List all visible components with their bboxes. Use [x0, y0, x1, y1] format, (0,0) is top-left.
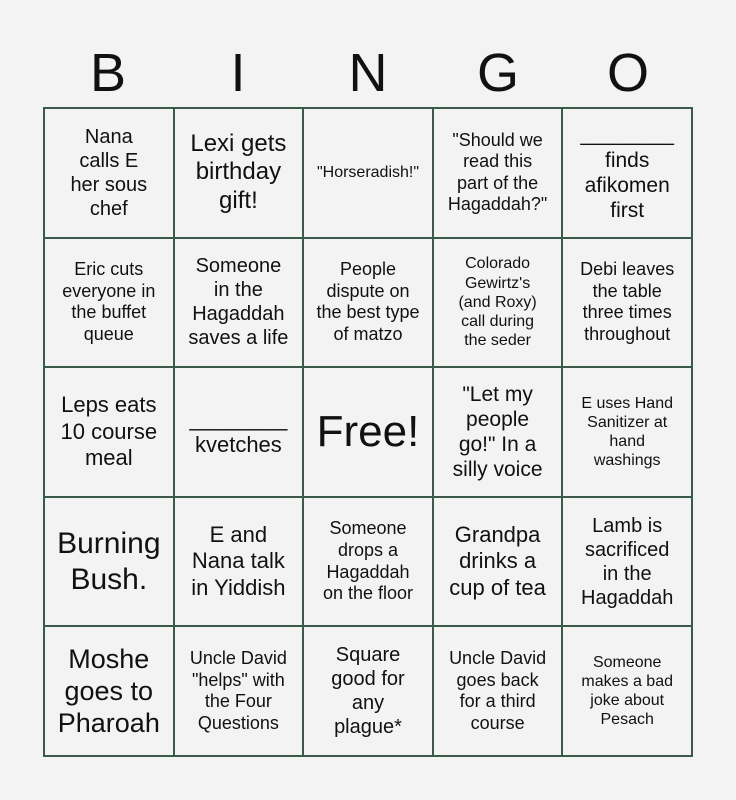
bingo-cell-b1[interactable]: Nana calls E her sous chef [44, 108, 174, 238]
bingo-header [43, 40, 693, 106]
header-letter-g: G [476, 43, 519, 103]
bingo-cell-g1[interactable]: "Should we read this part of the Hagaddah?" [433, 108, 563, 238]
header-letter-i: I [230, 43, 246, 103]
bingo-cell-o4[interactable]: Lamb is sacrificed in the Hagaddah [562, 497, 692, 627]
bingo-cell-n4[interactable]: Someone drops a Hagaddah on the floor [303, 497, 433, 627]
bingo-board [43, 107, 693, 757]
bingo-cell-n5[interactable]: Square good for any plague* [303, 626, 433, 756]
header-letter-o: O [606, 43, 649, 103]
bingo-cell-o1[interactable]: ________ finds afikomen first [562, 108, 692, 238]
bingo-cell-g4[interactable]: Grandpa drinks a cup of tea [433, 497, 563, 627]
header-letter-n: N [348, 43, 388, 103]
header-letter-b: B [89, 43, 127, 103]
bingo-cell-b3[interactable]: Leps eats 10 course meal [44, 367, 174, 497]
bingo-cell-i3[interactable]: ________ kvetches [174, 367, 304, 497]
bingo-cell-o5[interactable]: Someone makes a bad joke about Pesach [562, 626, 692, 756]
bingo-cell-i4[interactable]: E and Nana talk in Yiddish [174, 497, 304, 627]
bingo-cell-g3[interactable]: "Let my people go!" In a silly voice [433, 367, 563, 497]
bingo-cell-n2[interactable]: People dispute on the best type of matzo [303, 238, 433, 368]
bingo-cell-b2[interactable]: Eric cuts everyone in the buffet queue [44, 238, 174, 368]
bingo-cell-i5[interactable]: Uncle David "helps" with the Four Questions [174, 626, 304, 756]
bingo-cell-b4[interactable]: Burning Bush. [44, 497, 174, 627]
bingo-cell-g2[interactable]: Colorado Gewirtz's (and Roxy) call during the seder [433, 238, 563, 368]
bingo-cell-i1[interactable]: Lexi gets birthday gift! [174, 108, 304, 238]
bingo-cell-b5[interactable]: Moshe goes to Pharoah [44, 626, 174, 756]
bingo-cell-free[interactable]: Free! [303, 367, 433, 497]
bingo-cell-i2[interactable]: Someone in the Hagaddah saves a life [174, 238, 304, 368]
bingo-cell-n1[interactable]: "Horseradish!" [303, 108, 433, 238]
bingo-cell-o2[interactable]: Debi leaves the table three times throughout [562, 238, 692, 368]
bingo-cell-g5[interactable]: Uncle David goes back for a third course [433, 626, 563, 756]
bingo-cell-o3[interactable]: E uses Hand Sanitizer at hand washings [562, 367, 692, 497]
